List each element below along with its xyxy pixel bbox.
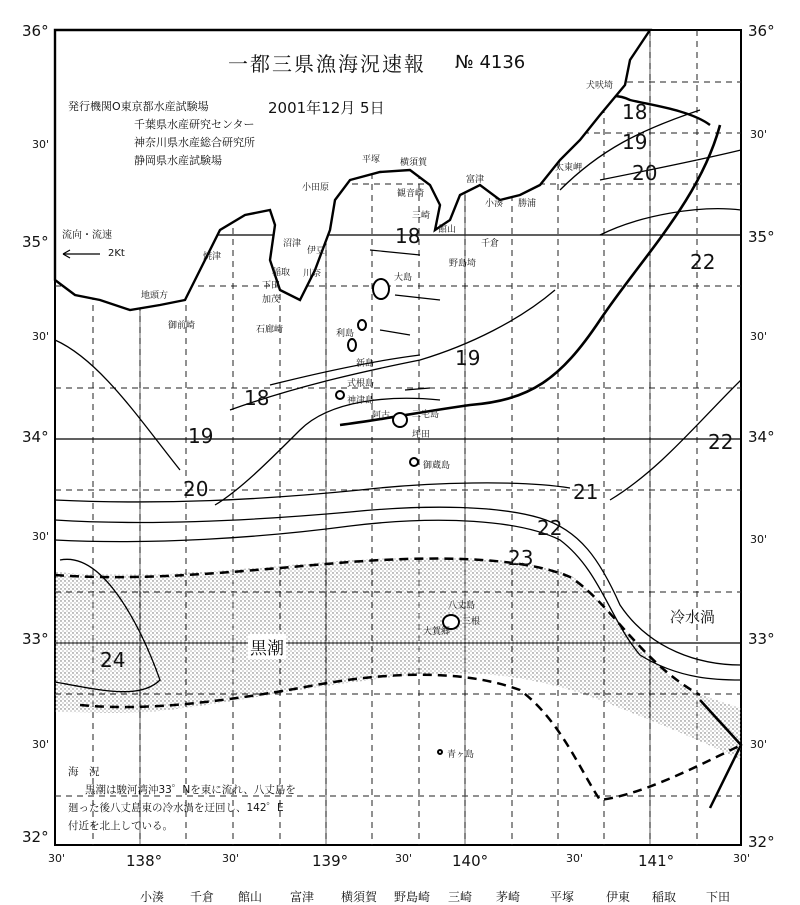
place-kawana: 川奈 [303, 269, 322, 279]
place-miyakejima: 三宅島 [412, 410, 440, 420]
place-hiratsuka: 平塚 [362, 155, 381, 165]
isotherm-label-18: 18 [622, 100, 648, 124]
lat-3530-left: 30' [32, 138, 50, 151]
notes-heading: 海 況 [68, 766, 100, 778]
lon-13730: 30' [48, 852, 66, 865]
bottom-port-3: 富津 [290, 890, 315, 904]
lat-36-left: 36° [22, 22, 49, 40]
isotherm-label-22: 22 [537, 516, 563, 540]
miyakejima-island [393, 413, 407, 427]
place-chikura: 千倉 [481, 239, 500, 249]
bottom-port-11: 下田 [706, 890, 731, 904]
place-omaezaki: 御前崎 [168, 321, 196, 331]
lon-13930: 30' [395, 852, 413, 865]
lat-3330-right: 30' [750, 533, 768, 546]
place-iroo: 石廊崎 [256, 325, 284, 335]
bottom-port-0: 小湊 [140, 890, 165, 904]
izu-islands [336, 279, 459, 754]
lat-3230-right: 30' [750, 738, 768, 751]
place-kozuwa: 小湊 [485, 199, 504, 209]
place-oshima: 大島 [394, 273, 413, 283]
bottom-port-7: 茅崎 [496, 890, 521, 904]
place-kaina: 加茂 [262, 295, 281, 305]
isotherm-label-22: 22 [690, 250, 716, 274]
place-inatori: 稲取 [272, 268, 291, 278]
place-miura: 三崎 [412, 211, 431, 221]
lon-140: 140° [452, 852, 489, 870]
place-chikyuhomen: 地頭方 [141, 291, 169, 301]
place-shikinejima: 式根島 [347, 379, 375, 389]
mikurajima-island [410, 458, 418, 466]
kuroshio-label: 黒潮 [248, 634, 286, 659]
place-inubozaki: 犬吠埼 [586, 81, 614, 91]
bottom-port-9: 伊東 [606, 890, 631, 904]
bottom-port-4: 横須賀 [341, 890, 378, 904]
place-niijima: 新島 [356, 359, 375, 369]
bottom-port-2: 館山 [238, 890, 263, 904]
lat-36-right: 36° [748, 22, 775, 40]
notes-line-3: 付近を北上している。 [68, 820, 173, 832]
isotherm-label-21: 21 [573, 480, 599, 504]
place-katsuura: 勝浦 [518, 199, 537, 209]
lat-3530-right: 30' [750, 128, 768, 141]
lat-33-right: 33° [748, 630, 775, 648]
issuer-line-1: 発行機関O東京都水産試験場 [68, 100, 209, 113]
lat-32-right: 32° [748, 833, 775, 851]
current-legend-label: 流向・流速 [62, 230, 112, 241]
notes-line-2: 廻った後八丈島東の冷水渦を迂回し、142゜E [68, 802, 284, 814]
place-yokosuka: 横須賀 [400, 158, 428, 168]
place-toshima: 利島 [336, 329, 355, 339]
bottom-port-8: 平塚 [550, 890, 575, 904]
place-mitsune: 三根 [462, 617, 481, 627]
isotherm-label-24: 24 [100, 648, 126, 672]
cold-eddy-label: 冷水渦 [670, 608, 716, 626]
lat-34-right: 34° [748, 428, 775, 446]
place-izu: 伊豆 [307, 246, 326, 256]
niijima-island [348, 339, 356, 351]
kuroshio-band [55, 558, 741, 760]
place-shimoda: 下田 [262, 281, 281, 291]
isotherm-label-19: 19 [455, 346, 481, 370]
lon-139: 139° [312, 852, 349, 870]
place-okago: 大賀郷 [423, 627, 451, 637]
aogashima-island [438, 750, 442, 754]
bottom-port-6: 三崎 [448, 890, 473, 904]
lat-33-left: 33° [22, 630, 49, 648]
lat-35-right: 35° [748, 228, 775, 246]
place-taitomisaki: 太東岬 [555, 163, 583, 173]
kozushima-island [336, 391, 344, 399]
lat-3430-right: 30' [750, 330, 768, 343]
place-kannonzaki: 観音崎 [397, 189, 425, 199]
isotherm-label-20: 20 [183, 477, 209, 501]
issue-date: 2001年12月 5日 [268, 99, 385, 117]
bottom-port-5: 野島崎 [394, 890, 431, 904]
issuer-line-2: 千葉県水産研究センター [134, 118, 255, 131]
lon-14030: 30' [566, 852, 584, 865]
lon-138: 138° [126, 852, 163, 870]
isotherm-label-20: 20 [632, 161, 658, 185]
toshima-island [358, 320, 366, 330]
lat-35-left: 35° [22, 233, 49, 251]
isotherm-label-19: 19 [622, 130, 648, 154]
oshima-island [373, 279, 389, 299]
issuer-line-3: 神奈川県水産総合研究所 [134, 136, 255, 149]
place-hachijojima: 八丈島 [448, 601, 476, 611]
place-aogashima: 青ヶ島 [447, 750, 475, 760]
place-ako: 阿古 [372, 411, 391, 421]
lon-141: 141° [638, 852, 675, 870]
current-legend-scale: 2Kt [108, 248, 125, 259]
isotherm-label-19: 19 [188, 424, 214, 448]
place-kozushima: 神津島 [347, 396, 375, 406]
issue-number: № 4136 [455, 52, 526, 73]
isotherm-label-18: 18 [244, 386, 270, 410]
lat-3230-left: 30' [32, 738, 50, 751]
lat-3330-left: 30' [32, 530, 50, 543]
issuer-line-4: 静岡県水産試験場 [134, 154, 222, 167]
place-futtsu: 富津 [466, 175, 485, 185]
lon-13830: 30' [222, 852, 240, 865]
bottom-port-10: 稲取 [652, 890, 677, 904]
isotherm-label-18: 18 [395, 224, 421, 248]
lat-3430-left: 30' [32, 330, 50, 343]
lat-34-left: 34° [22, 428, 49, 446]
chart-title: 一都三県漁海況速報 [228, 52, 426, 76]
lon-14130: 30' [733, 852, 751, 865]
place-odawara: 小田原 [302, 183, 330, 193]
place-nojimazaki: 野島埼 [449, 259, 477, 269]
place-mikurajima: 御蔵島 [423, 461, 451, 471]
place-tsubota: 坪田 [412, 430, 431, 440]
place-tateyama: 館山 [438, 225, 457, 235]
isotherm-label-23: 23 [508, 546, 534, 570]
bottom-port-1: 千倉 [190, 890, 215, 904]
lat-32-left: 32° [22, 828, 49, 846]
notes-line-1: 黒潮は駿河湾沖33゜Nを東に流れ、八丈島を [85, 784, 296, 796]
isotherm-label-22: 22 [708, 430, 734, 454]
place-numazu: 沼津 [283, 239, 302, 249]
place-yaizu: 焼津 [203, 252, 222, 262]
